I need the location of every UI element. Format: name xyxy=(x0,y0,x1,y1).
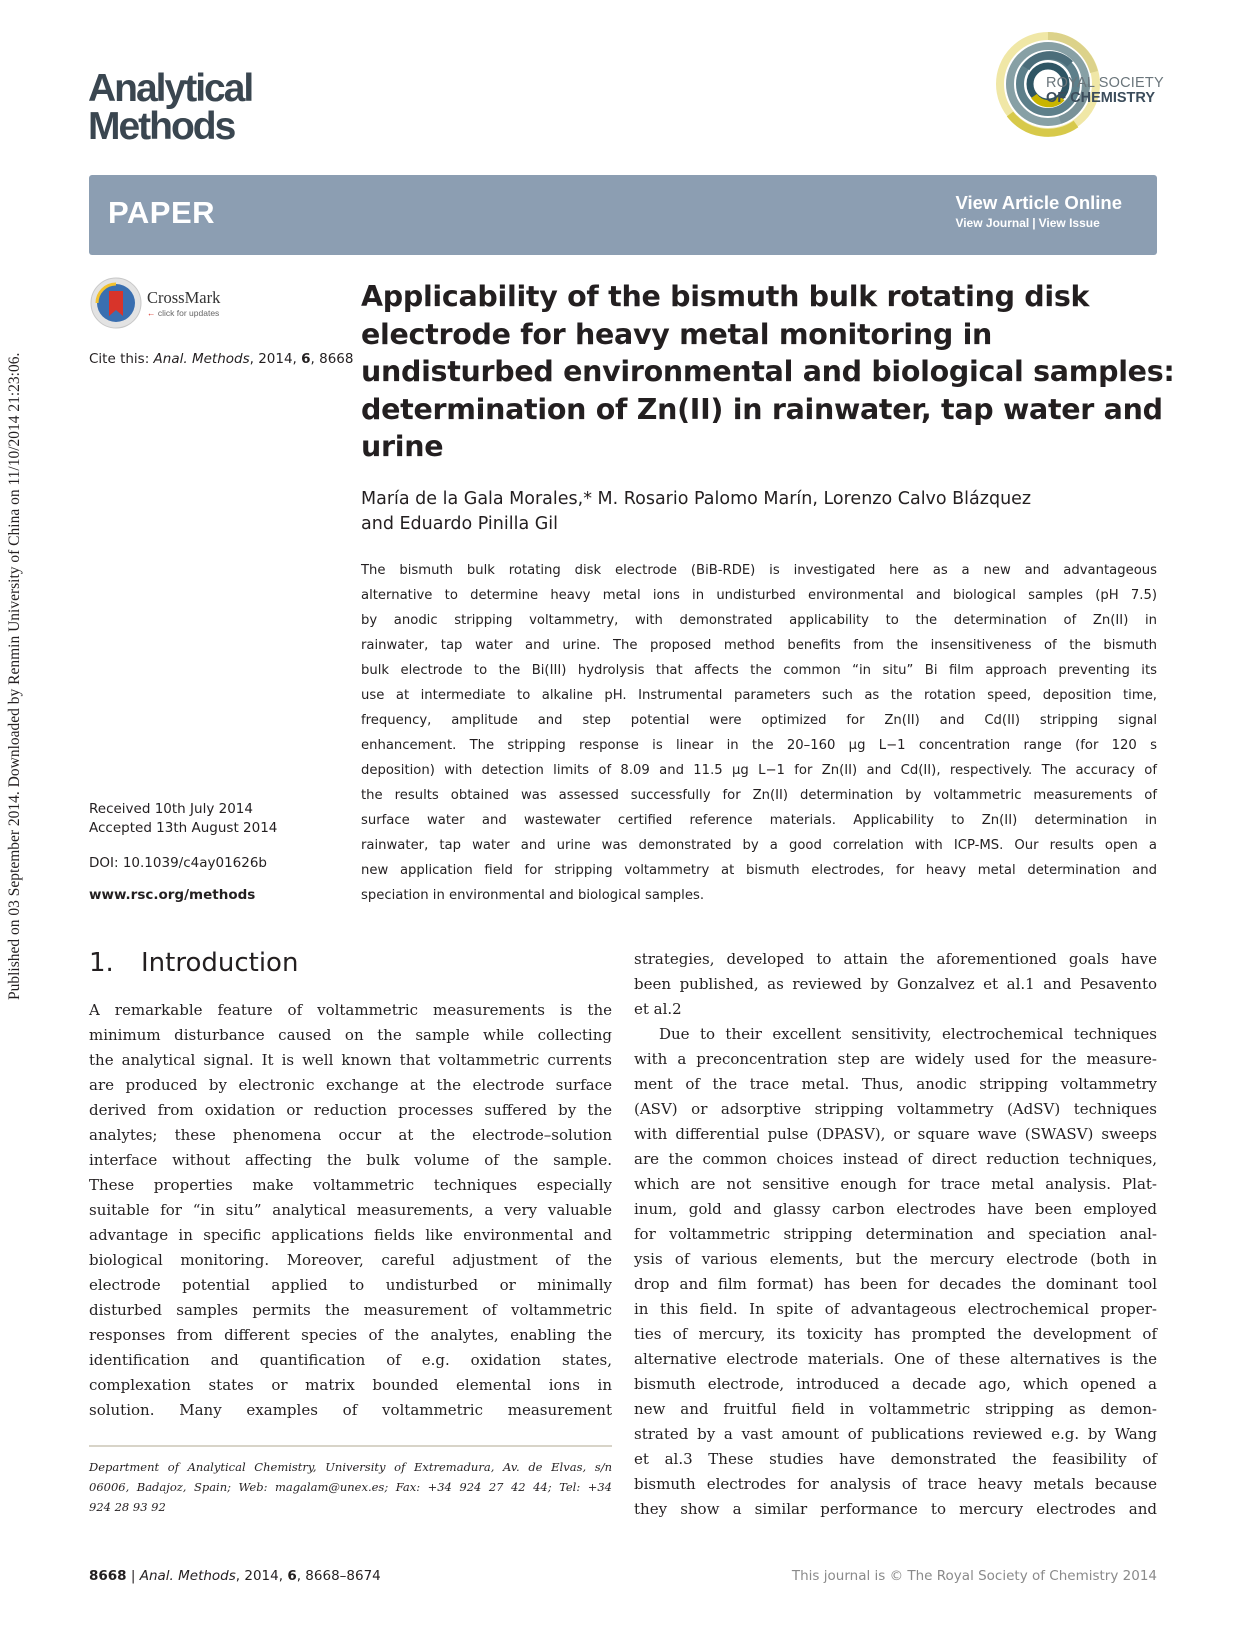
abstract-line: bulk electrode to the Bi(III) hydrolysis that affects the common “in situ” Bi film approach preventing its xyxy=(361,663,1157,678)
abstract-line: use at intermediate to alkaline pH. Instrumental parameters such as the rotation speed, deposition time, xyxy=(361,688,1157,703)
body-line: in this field. In spite of advantageous electrochemical proper- xyxy=(634,1300,1157,1318)
abstract-line: the results obtained was assessed successfully for Zn(II) determination by voltammetric measurements of xyxy=(361,788,1157,803)
body-line: for voltammetric stripping determination and speciation anal- xyxy=(634,1225,1157,1243)
rsc-wordmark xyxy=(1046,76,1164,106)
journal-name xyxy=(88,67,253,148)
body-line: bismuth electrode, introduced a decade ago, which opened a xyxy=(634,1375,1157,1393)
affiliation-footnote xyxy=(89,1457,612,1517)
body-line: advantage in specific applications fields like environmental and xyxy=(89,1226,612,1244)
body-line: the analytical signal. It is well known that voltammetric currents xyxy=(89,1051,612,1069)
body-line: alternative electrode materials. One of these alternatives is the xyxy=(634,1350,1157,1368)
article-links xyxy=(955,192,1122,230)
body-line: with a preconcentration step are widely used for the measure- xyxy=(634,1050,1157,1068)
received-date: Received 10th July 2014 xyxy=(89,801,253,817)
section-title: Introduction xyxy=(141,948,299,978)
body-line: electrode potential applied to undisturbed or minimally xyxy=(89,1276,612,1294)
crossmark-subtitle xyxy=(147,308,219,318)
copyright-notice: This journal is © The Royal Society of Chemistry 2014 xyxy=(791,1568,1157,1584)
author-list xyxy=(361,487,1161,537)
body-line: biological monitoring. Moreover, careful adjustment of the xyxy=(89,1251,612,1269)
section-number: 1. xyxy=(89,948,114,978)
abstract-line: rainwater, tap water and urine. The proposed method benefits from the insensitiveness of the bismuth xyxy=(361,638,1157,653)
body-line: solution. Many examples of voltammetric measurement xyxy=(89,1401,612,1419)
footnote-line: 924 28 93 92 xyxy=(89,1500,166,1514)
body-line: bismuth electrodes for analysis of trace heavy metals because xyxy=(634,1475,1157,1493)
body-line: minimum disturbance caused on the sample while collecting xyxy=(89,1026,612,1044)
body-line: derived from oxidation or reduction processes suffered by the xyxy=(89,1101,612,1119)
body-line: strated by a vast amount of publications reviewed e.g. by Wang xyxy=(634,1425,1157,1443)
footnote-line: 06006, Badajoz, Spain; Web: magalam@unex.es; Fax: +34 924 27 42 44; Tel: +34 xyxy=(89,1480,612,1494)
footnote-line: Department of Analytical Chemistry, University of Extremadura, Av. de Elvas, s/n xyxy=(89,1460,612,1474)
journal-name-line2: Methods xyxy=(88,105,235,148)
abstract-line: new application field for stripping voltammetry at bismuth electrodes, for heavy metal determination and xyxy=(361,863,1157,878)
accepted-date: Accepted 13th August 2014 xyxy=(89,820,278,836)
footer-volume: 6 xyxy=(287,1568,297,1584)
link-separator: | xyxy=(1032,216,1036,230)
article-title xyxy=(361,278,1175,466)
view-journal-link[interactable]: View Journal xyxy=(955,216,1030,230)
journal-name-line1: Analytical xyxy=(88,67,253,110)
footer-pages: , 8668–8674 xyxy=(296,1568,381,1584)
footnote-divider xyxy=(89,1445,612,1447)
rsc-wordmark-line1: ROYAL SOCIETY xyxy=(1046,75,1164,91)
cite-prefix: Cite this: xyxy=(89,351,154,367)
cite-volume: 6 xyxy=(301,351,311,367)
body-line: et al.2 xyxy=(634,1000,682,1018)
body-line: strategies, developed to attain the aforementioned goals have xyxy=(634,950,1157,968)
body-line: identification and quantification of e.g. oxidation states, xyxy=(89,1351,612,1369)
rsc-wordmark-line2: OF CHEMISTRY xyxy=(1046,90,1156,106)
cite-page: , 8668 xyxy=(310,351,354,367)
doi[interactable]: DOI: 10.1039/c4ay01626b xyxy=(89,855,268,871)
cite-journal: Anal. Methods xyxy=(153,351,250,367)
body-line: ties of mercury, its toxicity has prompted the development of xyxy=(634,1325,1157,1343)
body-line: analytes; these phenomena occur at the electrode–solution xyxy=(89,1126,612,1144)
page-number: 8668 xyxy=(89,1568,127,1584)
footer-year: , 2014, xyxy=(235,1568,288,1584)
abstract-line: surface water and wastewater certified reference materials. Applicability to Zn(II) determination in xyxy=(361,813,1157,828)
body-line: (ASV) or adsorptive stripping voltammetry (AdSV) techniques xyxy=(634,1100,1157,1118)
body-line: new and fruitful field in voltammetric stripping as demon- xyxy=(634,1400,1157,1418)
abstract-line: enhancement. The stripping response is linear in the 20–160 μg L−1 concentration range (for 120 s xyxy=(361,738,1157,753)
abstract-line: The bismuth bulk rotating disk electrode (BiB-RDE) is investigated here as a new and advantageous xyxy=(361,563,1157,578)
body-column-right xyxy=(634,947,1157,1522)
body-line: with differential pulse (DPASV), or square wave (SWASV) sweeps xyxy=(634,1125,1157,1143)
title-line: determination of Zn(II) in rainwater, tap water and xyxy=(361,392,1163,426)
page-footer-citation xyxy=(89,1568,381,1584)
cite-year: , 2014, xyxy=(249,351,302,367)
crossmark-badge[interactable] xyxy=(89,276,249,332)
title-line: Applicability of the bismuth bulk rotating disk xyxy=(361,280,1090,313)
abstract-line: alternative to determine heavy metal ions in undisturbed environmental and biological samples (pH 7.5) xyxy=(361,588,1157,603)
title-line: undisturbed environmental and biological samples: xyxy=(361,355,1175,388)
body-line: they show a similar performance to mercury electrodes and xyxy=(634,1500,1157,1518)
body-line: Due to their excellent sensitivity, electrochemical techniques xyxy=(659,1025,1157,1043)
body-line: These properties make voltammetric techniques especially xyxy=(89,1176,612,1194)
body-line: are produced by electronic exchange at the electrode surface xyxy=(89,1076,612,1094)
abstract-line: speciation in environmental and biological samples. xyxy=(361,888,705,903)
abstract-line: deposition) with detection limits of 8.09 and 11.5 μg L−1 for Zn(II) and Cd(II), respectively. The accuracy of xyxy=(361,763,1157,778)
abstract xyxy=(361,558,1157,908)
body-line: interface without affecting the bulk volume of the sample. xyxy=(89,1151,612,1169)
article-type-banner xyxy=(89,175,1157,255)
view-article-online-link[interactable]: View Article Online xyxy=(955,192,1122,213)
abstract-line: by anodic stripping voltammetry, with demonstrated applicability to the determination of Zn(II) in xyxy=(361,613,1157,628)
abstract-line: frequency, amplitude and step potential were optimized for Zn(II) and Cd(II) stripping signal xyxy=(361,713,1157,728)
body-line: et al.3 These studies have demonstrated the feasibility of xyxy=(634,1450,1157,1468)
body-column-left xyxy=(89,998,612,1423)
section-heading xyxy=(89,948,298,978)
article-dates xyxy=(89,800,277,838)
arrow-left-icon: ← xyxy=(147,308,156,318)
body-line: are the common choices instead of direct reduction techniques, xyxy=(634,1150,1157,1168)
title-line: electrode for heavy metal monitoring in xyxy=(361,317,993,351)
body-line: ment of the trace metal. Thus, anodic stripping voltammetry xyxy=(634,1075,1157,1093)
body-line: inum, gold and glassy carbon electrodes have been employed xyxy=(634,1200,1157,1218)
body-line: A remarkable feature of voltammetric measurements is the xyxy=(89,1001,612,1019)
body-line: drop and film format) has been for decades the dominant tool xyxy=(634,1275,1157,1293)
footer-separator: | xyxy=(126,1568,140,1584)
journal-website-link[interactable]: www.rsc.org/methods xyxy=(89,887,256,903)
view-issue-link[interactable]: View Issue xyxy=(1038,216,1100,230)
article-type-label: PAPER xyxy=(108,195,216,230)
body-line: been published, as reviewed by Gonzalvez et al.1 and Pesavento xyxy=(634,975,1157,993)
footer-journal: Anal. Methods xyxy=(139,1568,236,1584)
abstract-line: rainwater, tap water and urine was demonstrated by a good correlation with ICP-MS. Our results open a xyxy=(361,838,1157,853)
crossmark-title: CrossMark xyxy=(147,288,221,307)
citation xyxy=(89,351,354,367)
authors-line: María de la Gala Morales,* M. Rosario Palomo Marín, Lorenzo Calvo Blázquez xyxy=(361,489,1032,509)
title-line: urine xyxy=(361,430,444,463)
body-line: which are not sensitive enough for trace metal analysis. Plat- xyxy=(634,1175,1157,1193)
crossmark-icon xyxy=(89,276,143,330)
body-line: responses from different species of the analytes, enabling the xyxy=(89,1326,612,1344)
body-line: complexation states or matrix bounded elemental ions in xyxy=(89,1376,612,1394)
body-line: disturbed samples permits the measurement of voltammetric xyxy=(89,1301,612,1319)
journal-issue-links xyxy=(955,216,1122,230)
body-line: suitable for “in situ” analytical measurements, a very valuable xyxy=(89,1201,612,1219)
download-notice: Published on 03 September 2014. Downloaded by Renmin University of China on 11/10/2014 21:23:06. xyxy=(6,352,23,1000)
body-line: ysis of various elements, but the mercury electrode (both in xyxy=(634,1250,1157,1268)
crossmark-subtitle-text: click for updates xyxy=(157,308,220,318)
authors-line: and Eduardo Pinilla Gil xyxy=(361,514,559,534)
